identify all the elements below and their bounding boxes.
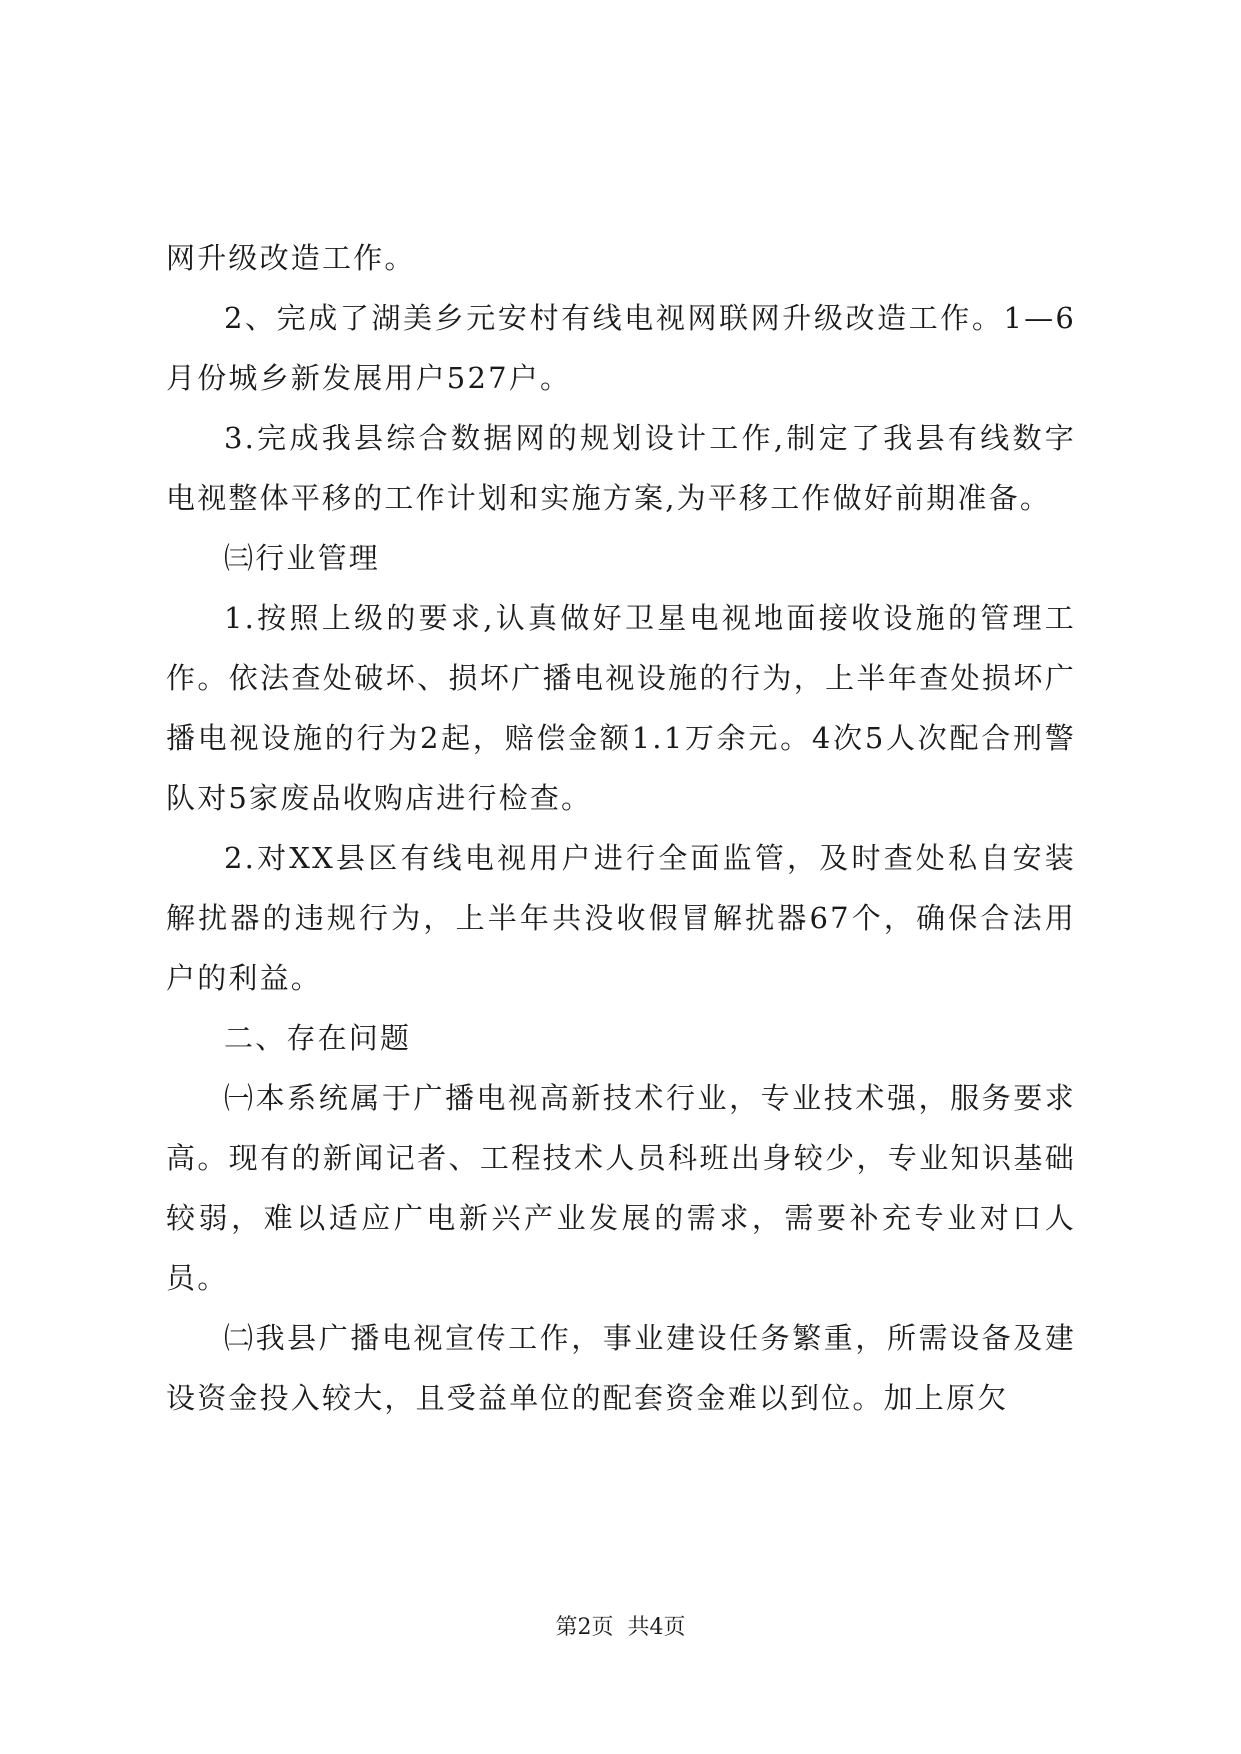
section-heading-problems: 二、存在问题 xyxy=(224,1021,412,1055)
paragraph-item-3: 3.完成我县综合数据网的规划设计工作,制定了我县有线数字电视整体平移的工作计划和实施方案,为平移工作做好前期准备。 xyxy=(166,421,1076,515)
page-number-label: 第2页 共4页 xyxy=(555,1615,686,1640)
section-heading-industry-management: ㈢行业管理 xyxy=(224,541,381,575)
paragraph-problem-1: ㈠本系统属于广播电视高新技术行业，专业技术强，服务要求高。现有的新闻记者、工程技术人员科班出身较少，专业知识基础较弱，难以适应广电新兴产业发展的需求，需要补充专业对口人员。 xyxy=(166,1081,1076,1295)
paragraph-problem-2: ㈡我县广播电视宣传工作，事业建设任务繁重，所需设备及建设资金投入较大，且受益单位的配套资金难以到位。加上原欠 xyxy=(166,1321,1076,1415)
paragraph-item-2: 2、完成了湖美乡元安村有线电视网联网升级改造工作。1—6月份城乡新发展用户527户。 xyxy=(166,301,1076,395)
paragraph-management-2: 2.对XX县区有线电视用户进行全面监管，及时查处私自安装解扰器的违规行为，上半年共没收假冒解扰器67个，确保合法用户的利益。 xyxy=(166,841,1076,995)
document-body xyxy=(166,228,1076,1428)
paragraph-continuation: 网升级改造工作。 xyxy=(166,241,416,275)
page-footer xyxy=(0,1610,1241,1641)
paragraph-management-1: 1.按照上级的要求,认真做好卫星电视地面接收设施的管理工作。依法查处破坏、损坏广播电视设施的行为，上半年查处损坏广播电视设施的行为2起，赔偿金额1.1万余元。4次5人次配合刑警队对5家废品收购店进行检查。 xyxy=(166,601,1076,815)
